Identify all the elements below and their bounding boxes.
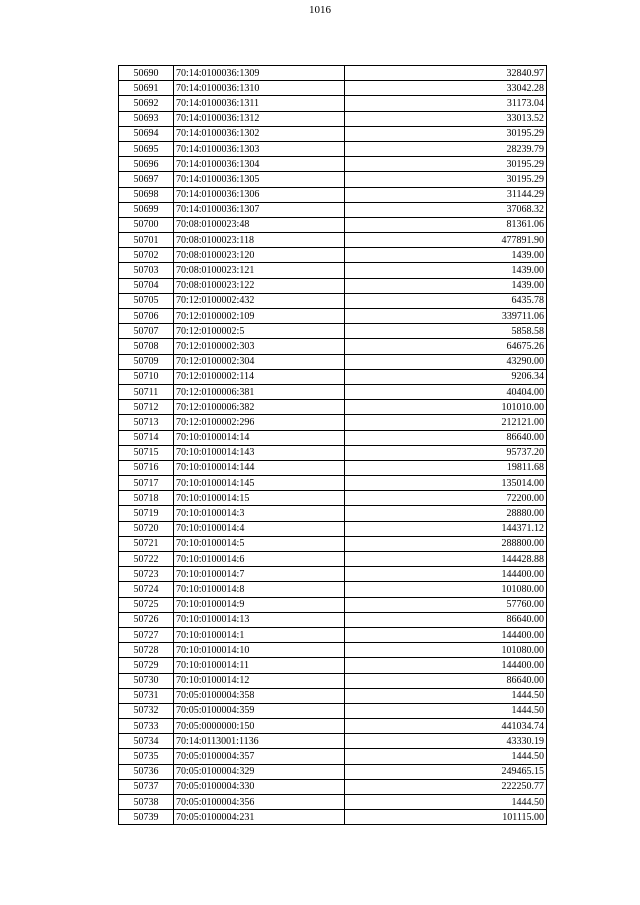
cadastral-number-cell: 70:10:0100014:15 bbox=[174, 491, 345, 506]
table-row bbox=[119, 309, 547, 324]
table-row bbox=[119, 582, 547, 597]
cadastral-number-cell: 70:10:0100014:12 bbox=[174, 673, 345, 688]
table-row bbox=[119, 567, 547, 582]
cadastral-number-cell: 70:08:0100023:121 bbox=[174, 263, 345, 278]
row-number-cell: 50703 bbox=[119, 263, 174, 278]
row-number-cell: 50692 bbox=[119, 96, 174, 111]
cadastral-number-cell: 70:14:0113001:1136 bbox=[174, 734, 345, 749]
cadastral-number-cell: 70:14:0100036:1302 bbox=[174, 126, 345, 141]
value-cell: 86640.00 bbox=[345, 673, 547, 688]
row-number-cell: 50727 bbox=[119, 627, 174, 642]
value-cell: 72200.00 bbox=[345, 491, 547, 506]
row-number-cell: 50709 bbox=[119, 354, 174, 369]
row-number-cell: 50731 bbox=[119, 688, 174, 703]
table-row bbox=[119, 278, 547, 293]
value-cell: 28239.79 bbox=[345, 141, 547, 156]
cadastral-number-cell: 70:10:0100014:7 bbox=[174, 567, 345, 582]
row-number-cell: 50696 bbox=[119, 157, 174, 172]
row-number-cell: 50693 bbox=[119, 111, 174, 126]
value-cell: 1444.50 bbox=[345, 749, 547, 764]
table-row bbox=[119, 795, 547, 810]
table-row bbox=[119, 369, 547, 384]
cadastral-number-cell: 70:08:0100023:118 bbox=[174, 233, 345, 248]
table-row bbox=[119, 673, 547, 688]
cadastral-number-cell: 70:12:0100002:5 bbox=[174, 324, 345, 339]
table-row bbox=[119, 627, 547, 642]
table-row bbox=[119, 324, 547, 339]
row-number-cell: 50715 bbox=[119, 445, 174, 460]
table-row bbox=[119, 187, 547, 202]
row-number-cell: 50720 bbox=[119, 521, 174, 536]
registry-table-body bbox=[119, 66, 547, 825]
value-cell: 222250.77 bbox=[345, 779, 547, 794]
table-row bbox=[119, 658, 547, 673]
value-cell: 5858.58 bbox=[345, 324, 547, 339]
cadastral-number-cell: 70:14:0100036:1307 bbox=[174, 202, 345, 217]
row-number-cell: 50691 bbox=[119, 81, 174, 96]
row-number-cell: 50718 bbox=[119, 491, 174, 506]
value-cell: 1439.00 bbox=[345, 263, 547, 278]
row-number-cell: 50713 bbox=[119, 415, 174, 430]
table-row bbox=[119, 430, 547, 445]
cadastral-number-cell: 70:14:0100036:1310 bbox=[174, 81, 345, 96]
cadastral-number-cell: 70:12:0100002:109 bbox=[174, 309, 345, 324]
cadastral-number-cell: 70:05:0100004:330 bbox=[174, 779, 345, 794]
table-row bbox=[119, 248, 547, 263]
value-cell: 1444.50 bbox=[345, 795, 547, 810]
row-number-cell: 50716 bbox=[119, 460, 174, 475]
row-number-cell: 50717 bbox=[119, 476, 174, 491]
table-row bbox=[119, 445, 547, 460]
table-row bbox=[119, 415, 547, 430]
row-number-cell: 50698 bbox=[119, 187, 174, 202]
value-cell: 33042.28 bbox=[345, 81, 547, 96]
cadastral-number-cell: 70:08:0100023:120 bbox=[174, 248, 345, 263]
table-row bbox=[119, 703, 547, 718]
row-number-cell: 50694 bbox=[119, 126, 174, 141]
page-number: 1016 bbox=[309, 4, 331, 16]
row-number-cell: 50719 bbox=[119, 506, 174, 521]
table-row bbox=[119, 81, 547, 96]
row-number-cell: 50724 bbox=[119, 582, 174, 597]
cadastral-number-cell: 70:10:0100014:9 bbox=[174, 597, 345, 612]
value-cell: 43290.00 bbox=[345, 354, 547, 369]
value-cell: 339711.06 bbox=[345, 309, 547, 324]
table-row bbox=[119, 476, 547, 491]
row-number-cell: 50739 bbox=[119, 810, 174, 825]
value-cell: 31144.29 bbox=[345, 187, 547, 202]
value-cell: 288800.00 bbox=[345, 536, 547, 551]
row-number-cell: 50700 bbox=[119, 217, 174, 232]
table-row bbox=[119, 719, 547, 734]
value-cell: 64675.26 bbox=[345, 339, 547, 354]
value-cell: 40404.00 bbox=[345, 384, 547, 399]
table-row bbox=[119, 506, 547, 521]
value-cell: 144400.00 bbox=[345, 658, 547, 673]
row-number-cell: 50701 bbox=[119, 233, 174, 248]
cadastral-number-cell: 70:12:0100002:114 bbox=[174, 369, 345, 384]
row-number-cell: 50705 bbox=[119, 293, 174, 308]
table-row bbox=[119, 779, 547, 794]
cadastral-number-cell: 70:10:0100014:143 bbox=[174, 445, 345, 460]
cadastral-number-cell: 70:05:0000000:150 bbox=[174, 719, 345, 734]
table-row bbox=[119, 734, 547, 749]
value-cell: 477891.90 bbox=[345, 233, 547, 248]
table-row bbox=[119, 354, 547, 369]
cadastral-number-cell: 70:10:0100014:5 bbox=[174, 536, 345, 551]
cadastral-number-cell: 70:05:0100004:329 bbox=[174, 764, 345, 779]
value-cell: 6435.78 bbox=[345, 293, 547, 308]
value-cell: 81361.06 bbox=[345, 217, 547, 232]
row-number-cell: 50704 bbox=[119, 278, 174, 293]
row-number-cell: 50732 bbox=[119, 703, 174, 718]
cadastral-number-cell: 70:10:0100014:8 bbox=[174, 582, 345, 597]
value-cell: 9206.34 bbox=[345, 369, 547, 384]
table-row bbox=[119, 111, 547, 126]
value-cell: 30195.29 bbox=[345, 172, 547, 187]
row-number-cell: 50730 bbox=[119, 673, 174, 688]
table-row bbox=[119, 172, 547, 187]
table-row bbox=[119, 536, 547, 551]
table-row bbox=[119, 126, 547, 141]
row-number-cell: 50711 bbox=[119, 384, 174, 399]
table-row bbox=[119, 339, 547, 354]
value-cell: 1444.50 bbox=[345, 688, 547, 703]
table-row bbox=[119, 400, 547, 415]
value-cell: 95737.20 bbox=[345, 445, 547, 460]
table-row bbox=[119, 157, 547, 172]
cadastral-number-cell: 70:12:0100006:381 bbox=[174, 384, 345, 399]
table-row bbox=[119, 141, 547, 156]
cadastral-number-cell: 70:10:0100014:13 bbox=[174, 612, 345, 627]
table-row bbox=[119, 491, 547, 506]
cadastral-number-cell: 70:10:0100014:11 bbox=[174, 658, 345, 673]
row-number-cell: 50729 bbox=[119, 658, 174, 673]
table-row bbox=[119, 96, 547, 111]
row-number-cell: 50714 bbox=[119, 430, 174, 445]
table-row bbox=[119, 384, 547, 399]
table-row bbox=[119, 597, 547, 612]
row-number-cell: 50738 bbox=[119, 795, 174, 810]
value-cell: 101115.00 bbox=[345, 810, 547, 825]
table-row bbox=[119, 66, 547, 81]
value-cell: 86640.00 bbox=[345, 430, 547, 445]
cadastral-number-cell: 70:05:0100004:356 bbox=[174, 795, 345, 810]
value-cell: 1439.00 bbox=[345, 278, 547, 293]
cadastral-number-cell: 70:08:0100023:122 bbox=[174, 278, 345, 293]
value-cell: 33013.52 bbox=[345, 111, 547, 126]
value-cell: 144400.00 bbox=[345, 567, 547, 582]
cadastral-number-cell: 70:14:0100036:1303 bbox=[174, 141, 345, 156]
table-row bbox=[119, 612, 547, 627]
row-number-cell: 50737 bbox=[119, 779, 174, 794]
table-row bbox=[119, 233, 547, 248]
row-number-cell: 50722 bbox=[119, 552, 174, 567]
table-row bbox=[119, 749, 547, 764]
table-row bbox=[119, 293, 547, 308]
value-cell: 43330.19 bbox=[345, 734, 547, 749]
value-cell: 1439.00 bbox=[345, 248, 547, 263]
row-number-cell: 50699 bbox=[119, 202, 174, 217]
cadastral-number-cell: 70:12:0100002:296 bbox=[174, 415, 345, 430]
value-cell: 28880.00 bbox=[345, 506, 547, 521]
value-cell: 144371.12 bbox=[345, 521, 547, 536]
row-number-cell: 50697 bbox=[119, 172, 174, 187]
row-number-cell: 50710 bbox=[119, 369, 174, 384]
row-number-cell: 50721 bbox=[119, 536, 174, 551]
value-cell: 32840.97 bbox=[345, 66, 547, 81]
value-cell: 101080.00 bbox=[345, 582, 547, 597]
row-number-cell: 50733 bbox=[119, 719, 174, 734]
cadastral-number-cell: 70:14:0100036:1304 bbox=[174, 157, 345, 172]
cadastral-number-cell: 70:12:0100002:432 bbox=[174, 293, 345, 308]
row-number-cell: 50702 bbox=[119, 248, 174, 263]
cadastral-number-cell: 70:10:0100014:14 bbox=[174, 430, 345, 445]
cadastral-number-cell: 70:10:0100014:10 bbox=[174, 643, 345, 658]
row-number-cell: 50706 bbox=[119, 309, 174, 324]
value-cell: 37068.32 bbox=[345, 202, 547, 217]
value-cell: 57760.00 bbox=[345, 597, 547, 612]
row-number-cell: 50712 bbox=[119, 400, 174, 415]
cadastral-number-cell: 70:12:0100002:303 bbox=[174, 339, 345, 354]
value-cell: 144428.88 bbox=[345, 552, 547, 567]
row-number-cell: 50725 bbox=[119, 597, 174, 612]
value-cell: 101010.00 bbox=[345, 400, 547, 415]
cadastral-number-cell: 70:14:0100036:1312 bbox=[174, 111, 345, 126]
cadastral-number-cell: 70:14:0100036:1305 bbox=[174, 172, 345, 187]
row-number-cell: 50690 bbox=[119, 66, 174, 81]
row-number-cell: 50734 bbox=[119, 734, 174, 749]
value-cell: 101080.00 bbox=[345, 643, 547, 658]
row-number-cell: 50735 bbox=[119, 749, 174, 764]
row-number-cell: 50708 bbox=[119, 339, 174, 354]
cadastral-number-cell: 70:10:0100014:144 bbox=[174, 460, 345, 475]
cadastral-number-cell: 70:08:0100023:48 bbox=[174, 217, 345, 232]
row-number-cell: 50728 bbox=[119, 643, 174, 658]
cadastral-number-cell: 70:05:0100004:359 bbox=[174, 703, 345, 718]
table-row bbox=[119, 521, 547, 536]
value-cell: 30195.29 bbox=[345, 126, 547, 141]
table-row bbox=[119, 764, 547, 779]
cadastral-number-cell: 70:10:0100014:4 bbox=[174, 521, 345, 536]
cadastral-number-cell: 70:10:0100014:1 bbox=[174, 627, 345, 642]
cadastral-number-cell: 70:14:0100036:1311 bbox=[174, 96, 345, 111]
cadastral-number-cell: 70:05:0100004:358 bbox=[174, 688, 345, 703]
value-cell: 212121.00 bbox=[345, 415, 547, 430]
cadastral-number-cell: 70:14:0100036:1306 bbox=[174, 187, 345, 202]
cadastral-number-cell: 70:05:0100004:231 bbox=[174, 810, 345, 825]
cadastral-number-cell: 70:12:0100006:382 bbox=[174, 400, 345, 415]
value-cell: 1444.50 bbox=[345, 703, 547, 718]
table-row bbox=[119, 460, 547, 475]
value-cell: 135014.00 bbox=[345, 476, 547, 491]
table-row bbox=[119, 217, 547, 232]
row-number-cell: 50726 bbox=[119, 612, 174, 627]
cadastral-number-cell: 70:05:0100004:357 bbox=[174, 749, 345, 764]
value-cell: 31173.04 bbox=[345, 96, 547, 111]
value-cell: 19811.68 bbox=[345, 460, 547, 475]
value-cell: 441034.74 bbox=[345, 719, 547, 734]
table-row bbox=[119, 810, 547, 825]
row-number-cell: 50707 bbox=[119, 324, 174, 339]
cadastral-number-cell: 70:10:0100014:3 bbox=[174, 506, 345, 521]
cadastral-number-cell: 70:12:0100002:304 bbox=[174, 354, 345, 369]
table-row bbox=[119, 643, 547, 658]
value-cell: 249465.15 bbox=[345, 764, 547, 779]
table-row bbox=[119, 688, 547, 703]
table-row bbox=[119, 263, 547, 278]
value-cell: 30195.29 bbox=[345, 157, 547, 172]
table-row bbox=[119, 552, 547, 567]
row-number-cell: 50723 bbox=[119, 567, 174, 582]
cadastral-number-cell: 70:14:0100036:1309 bbox=[174, 66, 345, 81]
row-number-cell: 50695 bbox=[119, 141, 174, 156]
value-cell: 86640.00 bbox=[345, 612, 547, 627]
value-cell: 144400.00 bbox=[345, 627, 547, 642]
cadastral-number-cell: 70:10:0100014:145 bbox=[174, 476, 345, 491]
table-row bbox=[119, 202, 547, 217]
cadastral-number-cell: 70:10:0100014:6 bbox=[174, 552, 345, 567]
registry-table bbox=[118, 65, 547, 825]
row-number-cell: 50736 bbox=[119, 764, 174, 779]
